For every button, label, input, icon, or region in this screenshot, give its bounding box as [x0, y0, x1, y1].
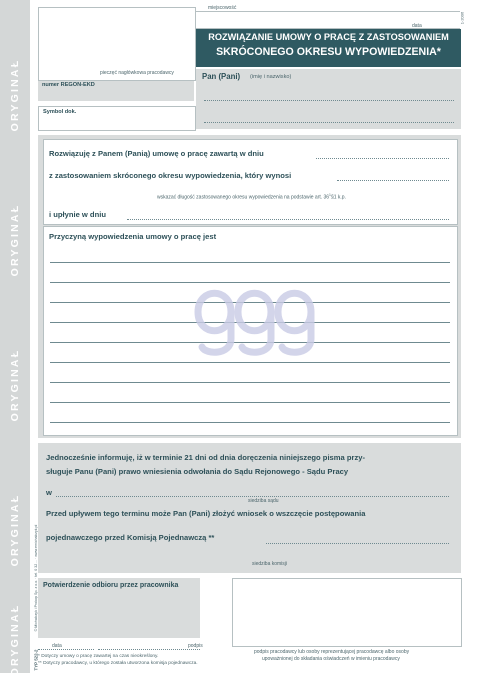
- receipt-date-field[interactable]: [38, 649, 94, 650]
- reason-line[interactable]: [50, 422, 450, 423]
- contract-date-text: Rozwiązuję z Panem (Panią) umowę o pracę zawartą w dniu: [49, 149, 264, 158]
- watermark-word: ORYGINAŁ: [9, 493, 21, 567]
- receipt-sign-field[interactable]: [98, 649, 200, 650]
- reason-box: [43, 226, 458, 436]
- date-caption: data: [412, 23, 422, 29]
- notice-period-hint: wskazać długość zastosowanego okresu wypowiedzenia na podstawie art. $36^1\S 1$ k.p.: [157, 193, 346, 201]
- left-sidebar: [0, 0, 30, 676]
- addressee-label: Pan (Pani): [202, 72, 241, 81]
- stamp-caption: pieczęć nagłówkowa pracodawcy: [100, 70, 174, 76]
- title-line2: SKRÓCONEGO OKRESU WYPOWIEDZENIA*: [216, 46, 441, 58]
- year-code: 1-2006: [459, 11, 465, 25]
- conciliation-text-1: Przed upływem tego terminu może Pan (Pani) złożyć wniosek o wszczęcie postępowania: [46, 509, 366, 518]
- employer-signature-box[interactable]: [232, 578, 462, 647]
- commission-field[interactable]: [266, 543, 449, 544]
- publisher-logo-watermark: [186, 267, 316, 357]
- reason-line[interactable]: [50, 382, 450, 383]
- main-section: [38, 135, 461, 438]
- symbol-field[interactable]: [38, 106, 196, 131]
- receipt-sign-caption: podpis: [188, 643, 203, 649]
- end-date-field[interactable]: [127, 219, 449, 220]
- reason-line[interactable]: [50, 362, 450, 363]
- employer-sign-caption-1: podpis pracodawcy lub osoby reprezentującej pracodawcę albo osoby: [254, 649, 410, 655]
- receipt-label: Potwierdzenie odbioru przez pracownika: [43, 582, 179, 589]
- conciliation-text-2: pojednawczego przed Komisją Pojednawczą **: [46, 533, 215, 542]
- reason-line[interactable]: [50, 402, 450, 403]
- addressee-line[interactable]: [204, 100, 454, 101]
- symbol-label: Symbol dok.: [43, 109, 77, 115]
- footnote-2: ** Dotyczy pracodawcy, u którego została utworzona komisja pojednawcza.: [38, 661, 198, 666]
- court-prefix: w: [46, 488, 52, 497]
- notice-period-field[interactable]: [337, 180, 449, 181]
- watermark-word: ORYGINAŁ: [9, 58, 21, 132]
- end-date-text: i upłynie w dniu: [49, 210, 106, 219]
- regon-field[interactable]: [38, 81, 194, 101]
- addressee-line[interactable]: [204, 122, 454, 123]
- place-caption: miejscowość: [208, 5, 237, 11]
- reason-line[interactable]: [50, 262, 450, 263]
- appeal-text-1: Jednocześnie informuję, iż w terminie 21 dni od dnia doręczenia niniejszego pisma przy-: [46, 453, 366, 462]
- receipt-date-caption: data: [52, 643, 62, 649]
- watermark-word: ORYGINAŁ: [9, 348, 21, 422]
- title-line1: ROZWIĄZANIE UMOWY O PRACĘ Z ZASTOSOWANIEM: [208, 32, 449, 42]
- form-code: TYP 522-2: [33, 649, 39, 671]
- contract-details-box: [43, 139, 458, 225]
- employer-sign-caption-2: upoważnionej do składania oświadczeń w imieniu pracodawcy: [262, 656, 400, 662]
- reason-label: Przyczyną wypowiedzenia umowy o pracę jest: [49, 232, 217, 241]
- publisher-line: © Michalczyk i Prokop Sp. z o.o. · tel. 0 32 ... · www.emichalczyk.pl: [34, 524, 38, 632]
- receipt-box[interactable]: [38, 578, 200, 638]
- footnote-1: * Dotyczy umowy o pracę zawartej na czas nieokreślony.: [38, 654, 159, 659]
- watermark-word: ORYGINAŁ: [9, 203, 21, 277]
- appeal-text-2: sługuje Panu (Pani) prawo wniesienia odwołania do Sądu Rejonowego - Sądu Pracy: [46, 467, 349, 476]
- notice-period-text: z zastosowaniem skróconego okresu wypowiedzenia, który wynosi: [49, 171, 292, 180]
- addressee-box: [196, 69, 461, 129]
- form-title: [196, 29, 461, 67]
- court-caption: siedziba sądu: [248, 498, 279, 504]
- contract-date-field[interactable]: [316, 158, 449, 159]
- watermark-word: ORYGINAŁ: [9, 603, 21, 676]
- court-field[interactable]: [56, 496, 449, 497]
- addressee-hint: (imię i nazwisko): [250, 74, 292, 80]
- place-line[interactable]: [196, 11, 460, 12]
- regon-label: numer REGON-EKD: [42, 82, 95, 88]
- info-section: [38, 443, 461, 573]
- commission-caption: siedziba komisji: [252, 561, 288, 567]
